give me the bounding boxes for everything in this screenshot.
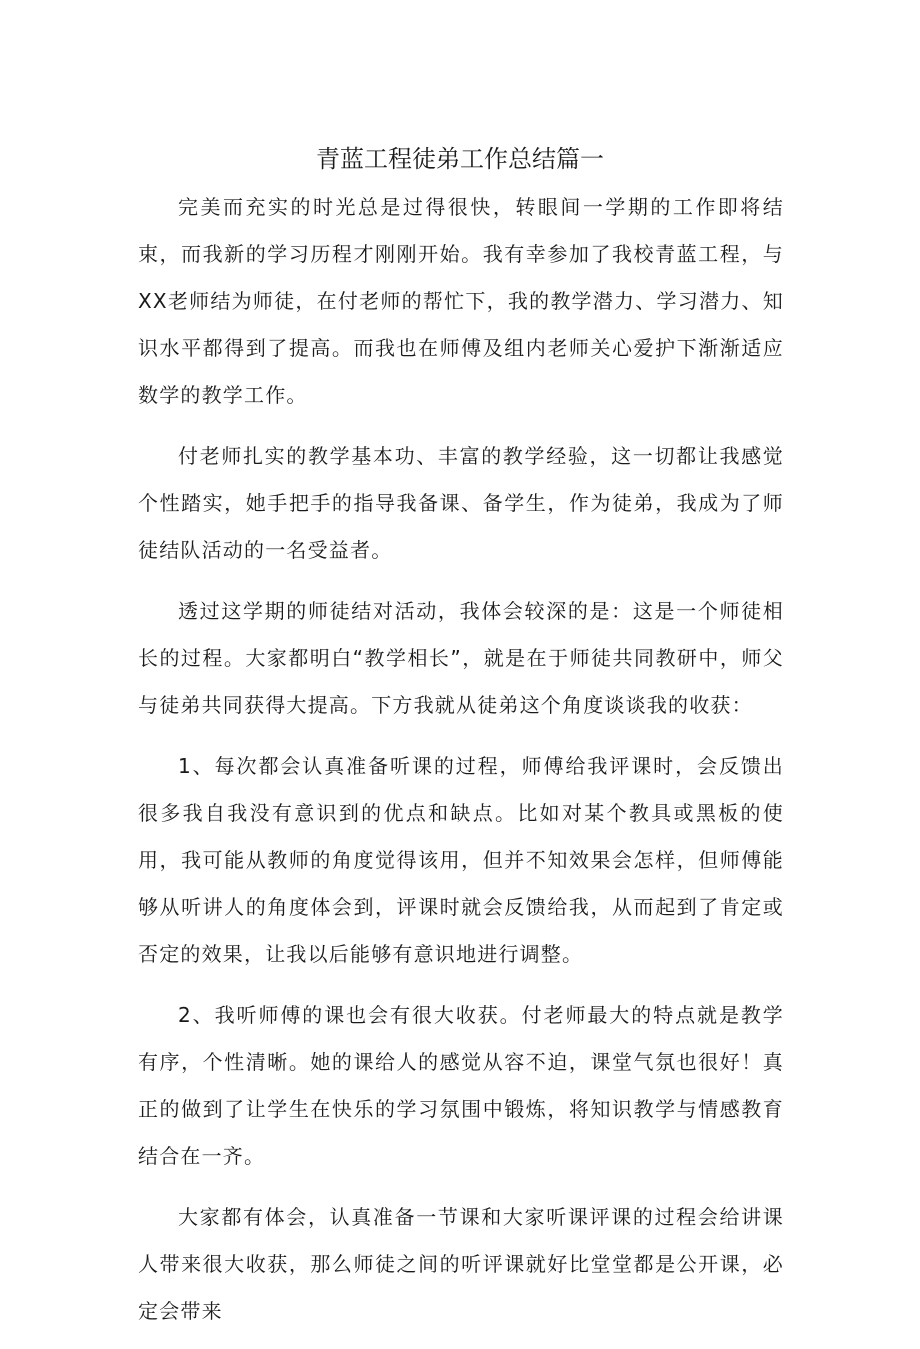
document-body <box>138 184 784 1349</box>
paragraph-intro: 完美而充实的时光总是过得很快，转眼间一学期的工作即将结束，而我新的学习历程才刚刚开始。我有幸参加了我校青蓝工程，与XX老师结为师徒，在付老师的帮忙下，我的教学潜力、学习潜力、知识水平都得到了提高。而我也在师傅及组内老师关心爱护下渐渐适应数学的教学工作。 <box>138 195 784 407</box>
document-title: 青蓝工程徒弟工作总结篇一 <box>316 145 604 173</box>
paragraph-mentor: 付老师扎实的教学基本功、丰富的教学经验，这一切都让我感觉个性踏实，她手把手的指导我备课、备学生，作为徒弟，我成为了师徒结队活动的一名受益者。 <box>138 444 784 562</box>
paragraph-closing: 大家都有体会，认真准备一节课和大家听课评课的过程会给讲课人带来很大收获，那么师徒之间的听评课就好比堂堂都是公开课，必定会带来 <box>138 1205 784 1323</box>
paragraph-point-2: 2、我听师傅的课也会有很大收获。付老师最大的特点就是教学有序，个性清晰。她的课给人的感觉从容不迫，课堂气氛也很好！真正的做到了让学生在快乐的学习氛围中锻炼，将知识教学与情感教育结合在一齐。 <box>138 1003 784 1168</box>
paragraph-point-1: 1、每次都会认真准备听课的过程，师傅给我评课时，会反馈出很多我自我没有意识到的优点和缺点。比如对某个教具或黑板的使用，我可能从教师的角度觉得该用，但并不知效果会怎样，但师傅能够从听讲人的角度体会到，评课时就会反馈给我，从而起到了肯定或否定的效果，让我以后能够有意识地进行调整。 <box>138 754 784 966</box>
paragraph-experience: 透过这学期的师徒结对活动，我体会较深的是：这是一个师徒相长的过程。大家都明白“教学相长”，就是在于师徒共同教研中，师父与徒弟共同获得大提高。下方我就从徒弟这个角度谈谈我的收获： <box>138 599 784 717</box>
